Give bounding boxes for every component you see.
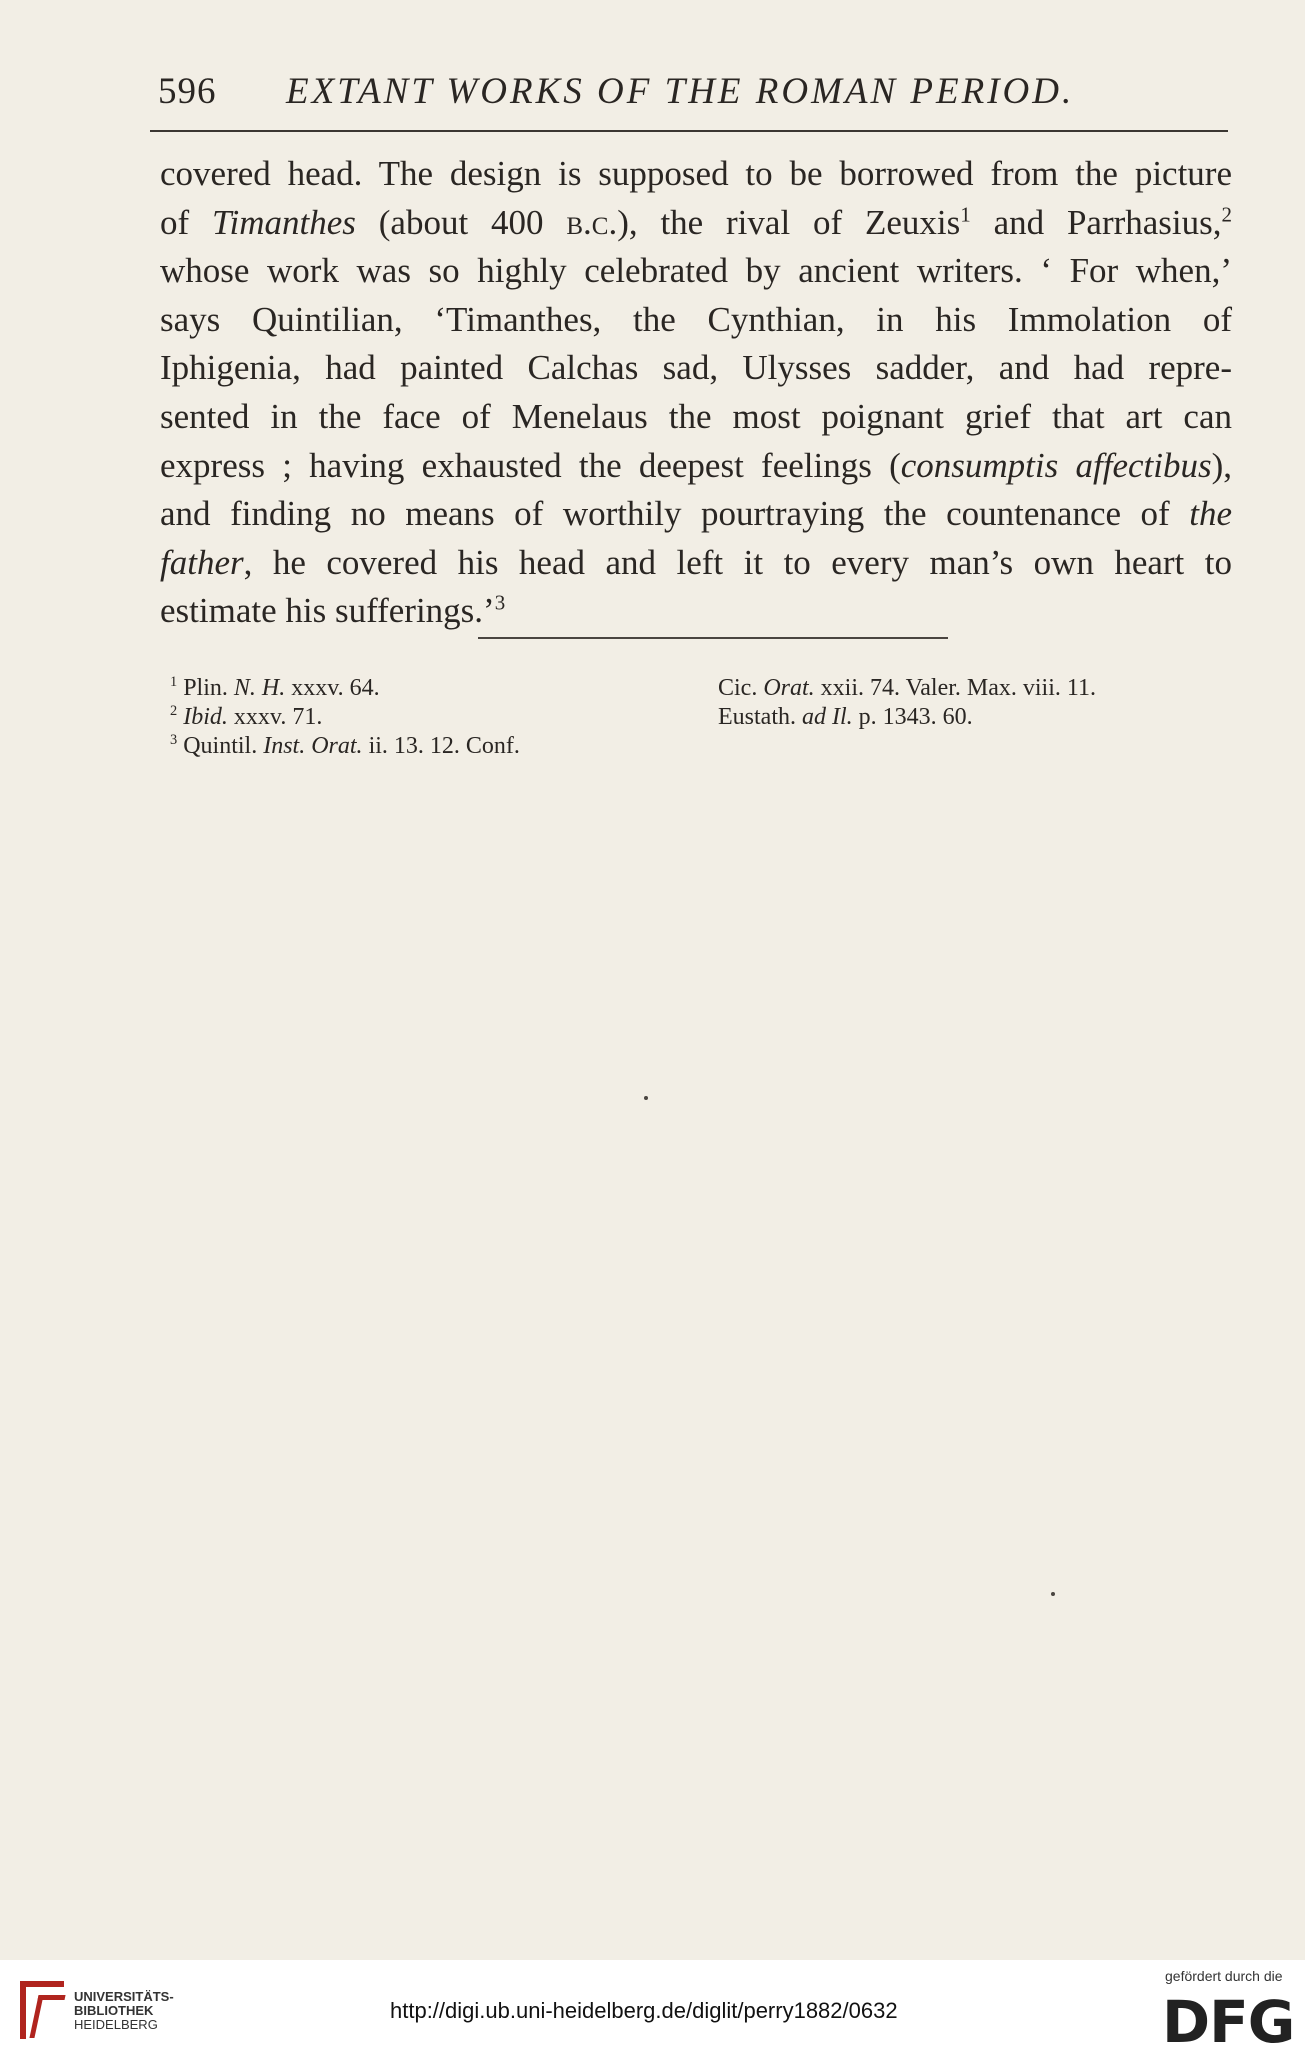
header-rule xyxy=(150,130,1228,132)
library-logo-icon xyxy=(20,1981,64,2039)
library-name: UNIVERSITÄTS- BIBLIOTHEK HEIDELBERG xyxy=(74,1989,174,2032)
text-line: father, he covered his head and left it to every man’s own heart to xyxy=(160,542,1232,582)
footnote-ref: 1 xyxy=(960,201,971,226)
text-line: says Quintilian, ‘Timanthes, the Cynthian, in his Immolation of xyxy=(160,299,1232,339)
text-line: estimate his sufferings.’$^3$ xyxy=(160,590,506,631)
digitization-footer xyxy=(0,1960,1305,2058)
footnote: $^3$ Quintil. Inst. Orat. ii. 13. 12. Conf. xyxy=(170,732,520,759)
funding-note: gefördert durch die xyxy=(1165,1968,1283,1984)
text-line: sented in the face of Menelaus the most poignant grief that art can xyxy=(160,396,1232,436)
text-line: whose work was so highly celebrated by ancient writers. ‘ For when,’ xyxy=(160,251,1232,291)
text-line: and finding no means of worthily pourtraying the countenance of the xyxy=(160,494,1232,534)
running-title: EXTANT WORKS OF THE ROMAN PERIOD. xyxy=(286,71,1075,112)
footnote-number: 3 xyxy=(170,732,178,748)
dfg-logo: DFG xyxy=(1162,1988,1295,2056)
footnotes xyxy=(170,674,1230,761)
text-line: Iphigenia, had painted Calchas sad, Ulysses sadder, and had repre- xyxy=(160,348,1232,388)
body-paragraph xyxy=(160,150,1232,636)
page-header xyxy=(158,70,1228,120)
text-line: of Timanthes (about 400 b.c.), the rival of Zeuxis$^1$ and Parrhasius,$^2$ xyxy=(160,201,1233,242)
print-speck xyxy=(1051,1592,1055,1596)
page-number: 596 xyxy=(158,71,217,112)
footnote: $^1$ Plin. N. H. xxxv. 64. Cic. Orat. xxii. 74. Valer. Max. viii. 11. xyxy=(170,674,1096,701)
footnote-number: 1 xyxy=(170,674,178,690)
text-line: express ; having exhausted the deepest feelings (consumptis affectibus), xyxy=(160,445,1232,485)
footnote-ref: 3 xyxy=(494,590,506,615)
footnote-separator xyxy=(478,637,948,639)
text-line: covered head. The design is supposed to be borrowed from the picture xyxy=(160,154,1232,193)
print-speck xyxy=(644,1096,648,1100)
footnote-ref: 2 xyxy=(1221,201,1233,226)
footnote: $^2$ Ibid. xxxv. 71. Eustath. ad Il. p. 1343. 60. xyxy=(170,703,973,730)
footnote-number: 2 xyxy=(170,703,178,719)
source-url-link[interactable]: http://digi.ub.uni-heidelberg.de/diglit/perry1882/0632 xyxy=(390,1998,898,2023)
